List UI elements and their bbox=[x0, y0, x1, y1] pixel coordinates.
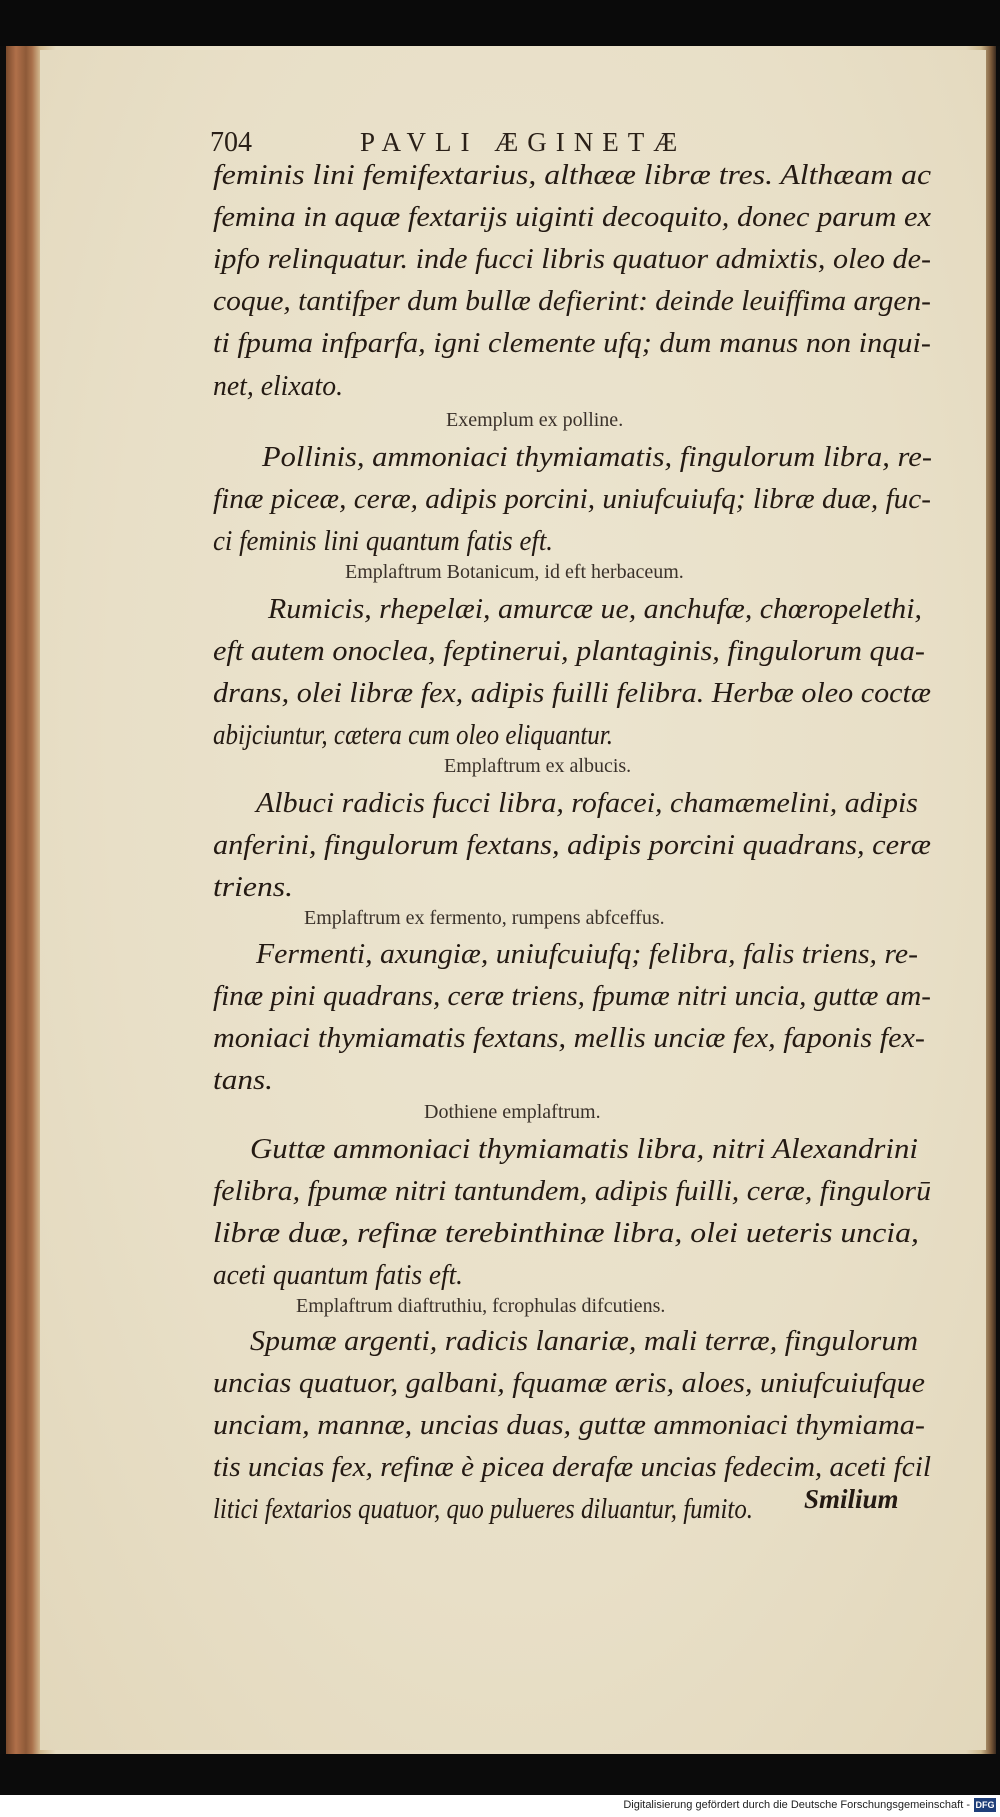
section-heading: Emplaftrum ex albucis. bbox=[444, 755, 632, 777]
text-line: coque, tantifper dum bullæ defierint: deinde leuiffima argen- bbox=[213, 286, 932, 317]
text-line: Albuci radicis fucci libra, rofacei, chamæmelini, adipis bbox=[256, 788, 918, 819]
dfg-logo: DFG bbox=[975, 1800, 995, 1810]
text-line: uncias quatuor, galbani, fquamæ æris, aloes, uniufcuiufque bbox=[213, 1368, 925, 1399]
catchword: Smilium bbox=[804, 1484, 899, 1514]
text-line: Guttæ ammoniaci thymiamatis libra, nitri Alexandrini bbox=[250, 1134, 918, 1165]
footer-bar bbox=[0, 1795, 1000, 1817]
running-title: PAVLI ÆGINETÆ bbox=[360, 127, 687, 157]
text-line: anferini, fingulorum fextans, adipis porcini quadrans, ceræ bbox=[213, 830, 931, 861]
text-line: eft autem onoclea, feptinerui, plantaginis, fingulorum qua- bbox=[213, 636, 926, 667]
text-line: libræ duæ, refinæ terebinthinæ libra, olei ueteris uncia, bbox=[213, 1218, 919, 1249]
footer-credit: Digitalisierung gefördert durch die Deutsche Forschungsgemeinschaft - bbox=[623, 1799, 970, 1811]
text-line: tis uncias fex, refinæ è picea derafæ uncias fedecim, aceti fcil bbox=[213, 1452, 931, 1483]
section-heading: Dothiene emplaftrum. bbox=[424, 1101, 601, 1123]
text-line: finæ pini quadrans, ceræ triens, fpumæ nitri uncia, guttæ am- bbox=[213, 981, 931, 1012]
text-line: moniaci thymiamatis fextans, mellis unciæ fex, faponis fex- bbox=[213, 1023, 925, 1054]
section-heading: Emplaftrum Botanicum, id eft herbaceum. bbox=[345, 561, 684, 583]
section-heading: Emplaftrum ex fermento, rumpens abfceffus. bbox=[304, 907, 665, 929]
section-heading: Emplaftrum diaftruthiu, fcrophulas difcutiens. bbox=[296, 1295, 666, 1317]
text-line: tans. bbox=[213, 1065, 274, 1096]
text-line: abijciuntur, cætera cum oleo eliquantur. bbox=[213, 720, 613, 751]
text-line: femina in aquæ fextarijs uiginti decoquito, donec parum ex bbox=[213, 202, 931, 233]
text-line: net, elixato. bbox=[213, 371, 344, 402]
text-line: drans, olei libræ fex, adipis fuilli felibra. Herbæ oleo coctæ bbox=[213, 678, 932, 709]
text-line: ci feminis lini quantum fatis eft. bbox=[213, 526, 554, 557]
text-line: Spumæ argenti, radicis lanariæ, mali terræ, fingulorum bbox=[250, 1326, 919, 1357]
page-number: 704 bbox=[210, 127, 252, 158]
text-line: ti fpuma infparfa, igni clemente ufq; dum manus non inqui- bbox=[213, 328, 931, 359]
text-line: unciam, mannæ, uncias duas, guttæ ammoniaci thymiama- bbox=[213, 1410, 925, 1441]
section-heading: Exemplum ex polline. bbox=[446, 409, 624, 431]
text-line: Pollinis, ammoniaci thymiamatis, fingulorum libra, re- bbox=[262, 442, 932, 473]
text-line: ipfo relinquatur. inde fucci libris quatuor admixtis, oleo de- bbox=[213, 244, 932, 275]
text-line: feminis lini femifextarius, althææ libræ tres. Althæam ac bbox=[213, 160, 932, 191]
text-line: triens. bbox=[213, 872, 293, 903]
text-line: Rumicis, rhepelæi, amurcæ ue, anchufæ, chœropelethi, bbox=[268, 594, 923, 625]
text-line: Fermenti, axungiæ, uniufcuiufq; felibra, falis triens, re- bbox=[256, 939, 919, 970]
top-scan-border bbox=[0, 0, 1000, 46]
text-line: felibra, fpumæ nitri tantundem, adipis fuilli, ceræ, fingulorū bbox=[213, 1176, 932, 1207]
text-line: finæ piceæ, ceræ, adipis porcini, uniufcuiufq; libræ duæ, fuc- bbox=[213, 484, 931, 515]
text-line: litici fextarios quatuor, quo pulueres diluantur, fumito. bbox=[213, 1494, 753, 1525]
text-line: aceti quantum fatis eft. bbox=[213, 1260, 463, 1291]
